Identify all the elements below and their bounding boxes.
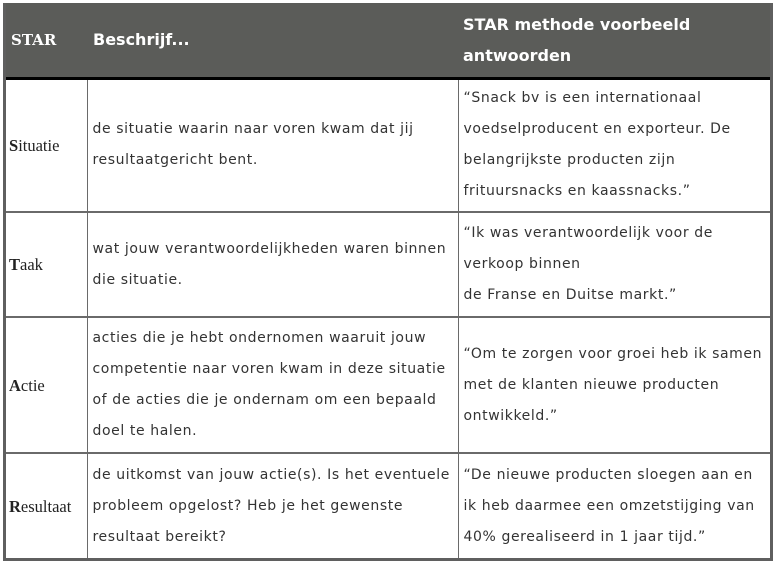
row-label — [6, 212, 87, 318]
row-label-initial: T — [9, 255, 21, 275]
row-label — [6, 453, 87, 558]
example-line: de Franse en Duitse markt.” — [463, 287, 677, 304]
row-label — [6, 317, 87, 453]
star-method-table-container — [3, 3, 773, 561]
table-body — [6, 78, 770, 558]
row-label-rest: ctie — [20, 375, 45, 395]
table-row-situatie — [6, 78, 770, 212]
header-row — [6, 3, 770, 78]
row-description: de uitkomst van jouw actie(s). Is het eventuele probleem opgelost? Heb je het gewenste resultaat bereikt? — [87, 453, 458, 558]
row-label-rest: esultaat — [20, 496, 72, 516]
example-line: “Ik was verantwoordelijk voor de verkoop binnen — [463, 225, 713, 273]
example-line: “De nieuwe producten sloegen aan en ik heb daarmee een omzetstijging van 40% gerealiseerd in 1 jaar tijd.” — [463, 466, 755, 545]
row-label-rest: ituatie — [18, 135, 60, 155]
table-row-resultaat — [6, 453, 770, 558]
star-method-table — [6, 3, 770, 558]
row-label-initial: S — [9, 135, 19, 155]
table-row-actie — [6, 317, 770, 453]
row-description: de situatie waarin naar voren kwam dat jij resultaatgericht bent. — [87, 78, 458, 212]
example-line: “Snack bv is een internationaal voedselproducent en exporteur. De belangrijkste producten zijn frituursnacks en kaassnacks.” — [463, 90, 731, 200]
row-example — [458, 317, 770, 453]
header-description: Beschrijf... — [87, 3, 458, 78]
header-star: STAR — [6, 3, 87, 78]
row-example — [458, 78, 770, 212]
row-example — [458, 212, 770, 318]
row-label-initial: R — [9, 496, 21, 516]
row-label — [6, 78, 87, 212]
header-example: STAR methode voorbeeld antwoorden — [458, 3, 770, 78]
row-example — [458, 453, 770, 558]
row-description: wat jouw verantwoordelijkheden waren binnen die situatie. — [87, 212, 458, 318]
row-description: acties die je hebt ondernomen waaruit jouw competentie naar voren kwam in deze situatie of de acties die je ondernam om een bepaald doel te halen. — [87, 317, 458, 453]
table-row-taak — [6, 212, 770, 318]
row-label-initial: A — [9, 375, 21, 395]
table-header — [6, 3, 770, 78]
example-line: “Om te zorgen voor groei heb ik samen met de klanten nieuwe producten ontwikkeld.” — [463, 345, 763, 424]
row-label-rest: aak — [20, 255, 43, 275]
